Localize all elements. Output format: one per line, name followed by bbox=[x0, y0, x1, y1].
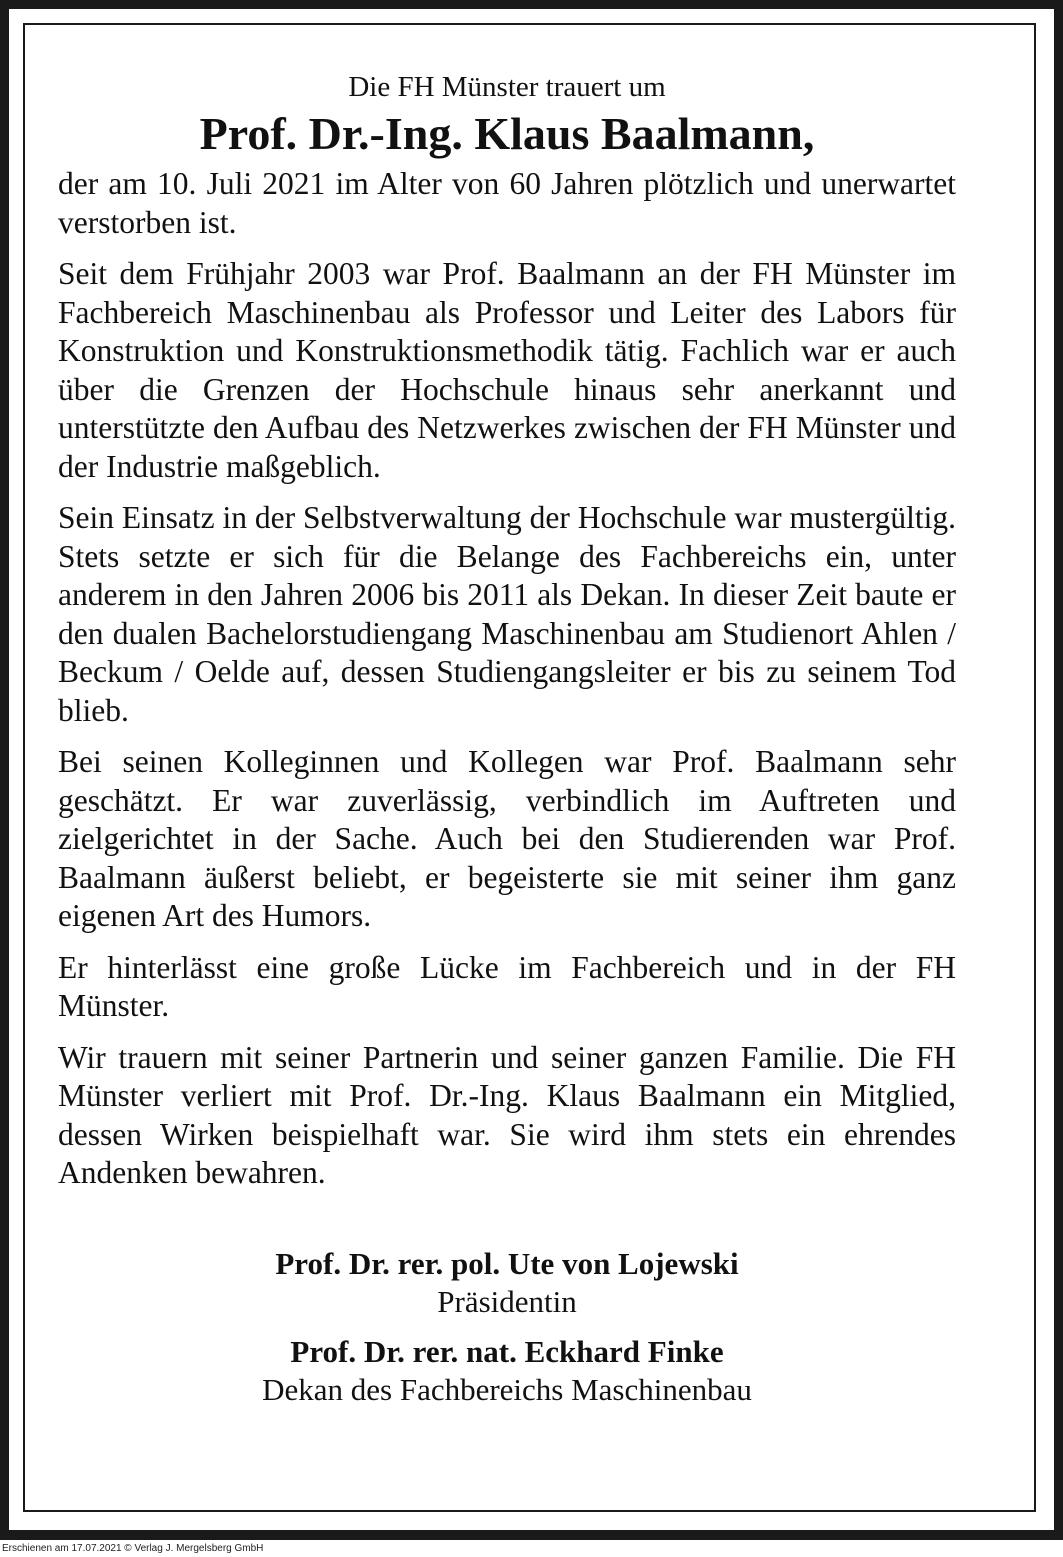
notice-intro: Die FH Münster trauert um bbox=[348, 71, 666, 103]
paragraph-condolence: Wir trauern mit seiner Partnerin und seiner ganzen Familie. Die FH Münster verliert mit Prof. Dr.-Ing. Klaus Baalmann ein Mitglied, dessen Wirken beispielhaft war. Sie wird ihm stets ein ehrendes Andenken bewahren. bbox=[58, 1039, 956, 1190]
deceased-name: Prof. Dr.-Ing. Klaus Baalmann, bbox=[199, 108, 815, 159]
signatures bbox=[58, 1245, 956, 1409]
notice-content bbox=[58, 68, 956, 1421]
signatory-name: Prof. Dr. rer. nat. Eckhard Finke bbox=[290, 1333, 724, 1369]
paragraph-self-administration: Sein Einsatz in der Selbstverwaltung der Hochschule war mustergültig. Stets setzte er sich für die Belange des Fachbereichs ein, unter anderem in den Jahren 2006 bis 2011 als Dekan. In dieser Zeit baute er den dualen Bachelorstudiengang Maschinenbau am Studienort Ahlen / Beckum / Oelde auf, dessen Studiengangsleiter er bis zu seinem Tod blieb. bbox=[58, 500, 956, 728]
paragraph-colleagues: Bei seinen Kolleginnen und Kollegen war Prof. Baalmann sehr geschätzt. Er war zuverlässig, verbindlich im Auftreten und zielgerichtet in der Sache. Auch bei den Studierenden war Prof. Baalmann äußerst beliebt, er begeisterte sie mit seiner ihm ganz eigenen Art des Humors. bbox=[58, 744, 956, 933]
signatory-title: Präsidentin bbox=[437, 1283, 577, 1319]
paragraph-death-info: der am 10. Juli 2021 im Alter von 60 Jahren plötzlich und unerwartet verstorben ist. bbox=[58, 166, 956, 240]
signatory-name: Prof. Dr. rer. pol. Ute von Lojewski bbox=[275, 1245, 739, 1281]
paragraph-career: Seit dem Frühjahr 2003 war Prof. Baalmann an der FH Münster im Fachbereich Maschinenbau als Professor und Leiter des Labors für Konstruktion und Konstruktionsmethodik tätig. Fachlich war er auch über die Grenzen der Hochschule hinaus sehr anerkannt und unterstützte den Aufbau des Netzwerkes zwischen der FH Münster und der Industrie maßgeblich. bbox=[58, 256, 956, 484]
signatory-title: Dekan des Fachbereichs Maschinenbau bbox=[262, 1371, 752, 1407]
paragraph-loss: Er hinterlässt eine große Lücke im Fachbereich und in der FH Münster. bbox=[58, 949, 956, 1023]
publication-footer: Erschienen am 17.07.2021 © Verlag J. Mergelsberg GmbH bbox=[2, 1543, 264, 1554]
